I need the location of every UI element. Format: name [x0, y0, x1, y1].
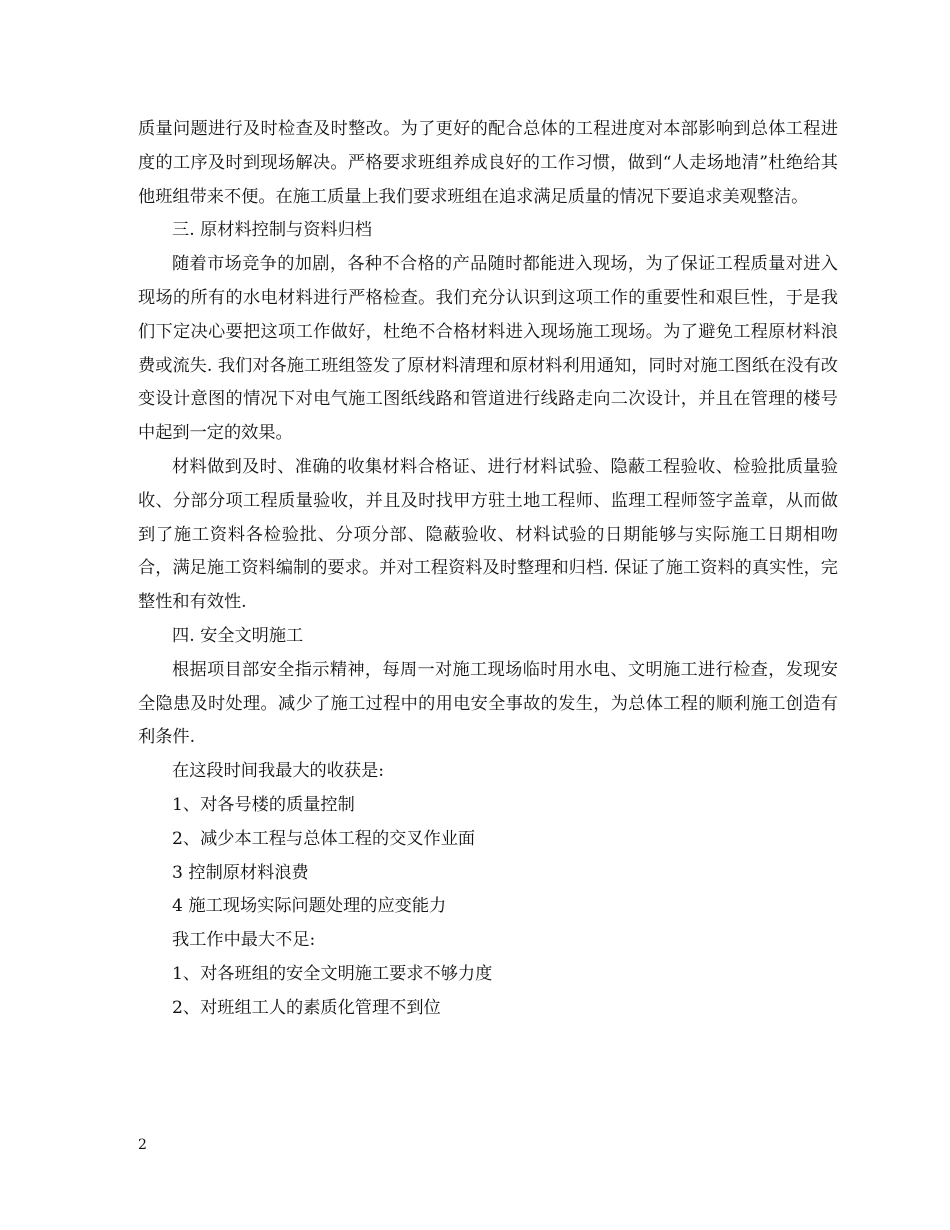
gains-item-2: 2、减少本工程与总体工程的交叉作业面	[172, 828, 476, 849]
gains-item-4: 4 施工现场实际问题处理的应变能力	[172, 896, 447, 917]
page-number: 2	[138, 1137, 147, 1153]
gains-heading: 在这段时间我最大的收获是:	[172, 761, 385, 782]
gains-item-1: 1、对各号楼的质量控制	[172, 794, 355, 815]
paragraph-quality-rectification: 质量问题进行及时检查及时整改。为了更好的配合总体的工程进度对本部影响到总体工程进度的工序及时到现场解决。严格要求班组养成良好的工作习惯，做到“人走场地清”杜绝给其他班组带来不便。在施工质量上我们要求班组在追求满足质量的情况下要追求美观整洁。	[138, 119, 838, 207]
section-heading-safety: 四. 安全文明施工	[172, 625, 304, 646]
paragraph-material-inspection: 随着市场竞争的加剧，各种不合格的产品随时都能进入现场，为了保证工程质量对进入现场的所有的水电材料进行严格检查。我们充分认识到这项工作的重要性和艰巨性，于是我们下定决心要把这项工作做好，杜绝不合格材料进入现场施工现场。为了避免工程原材料浪费或流失. 我们对各施工班组签发了原材料清理和原材料利用通知，同时对施工图纸在没有改变设计意图的情况下对电气施工图纸线路和管道进行线路走向二次设计，并且在管理的楼号中起到一定的效果。	[138, 254, 838, 444]
document-body	[138, 113, 838, 1026]
shortcomings-item-1: 1、对各班组的安全文明施工要求不够力度	[172, 963, 493, 984]
paragraph-material-documents: 材料做到及时、准确的收集材料合格证、进行材料试验、隐蔽工程验收、检验批质量验收、分部分项工程质量验收，并且及时找甲方驻土地工程师、监理工程师签字盖章，从而做到了施工资料各检验批、分项分部、隐蔽验收、材料试验的日期能够与实际施工日期相吻合，满足施工资料编制的要求。并对工程资料及时整理和归档. 保证了施工资料的真实性，完整性和有效性.	[138, 456, 838, 613]
shortcomings-item-2: 2、对班组工人的素质化管理不到位	[172, 997, 441, 1018]
paragraph-safety-inspection: 根据项目部安全指示精神，每周一对施工现场临时用水电、文明施工进行检查，发现安全隐患及时处理。减少了施工过程中的用电安全事故的发生，为总体工程的顺利施工创造有利条件.	[138, 659, 838, 748]
section-heading-materials: 三. 原材料控制与资料归档	[172, 220, 372, 241]
shortcomings-heading: 我工作中最大不足:	[172, 930, 316, 951]
gains-item-3: 3 控制原材料浪费	[172, 862, 309, 883]
